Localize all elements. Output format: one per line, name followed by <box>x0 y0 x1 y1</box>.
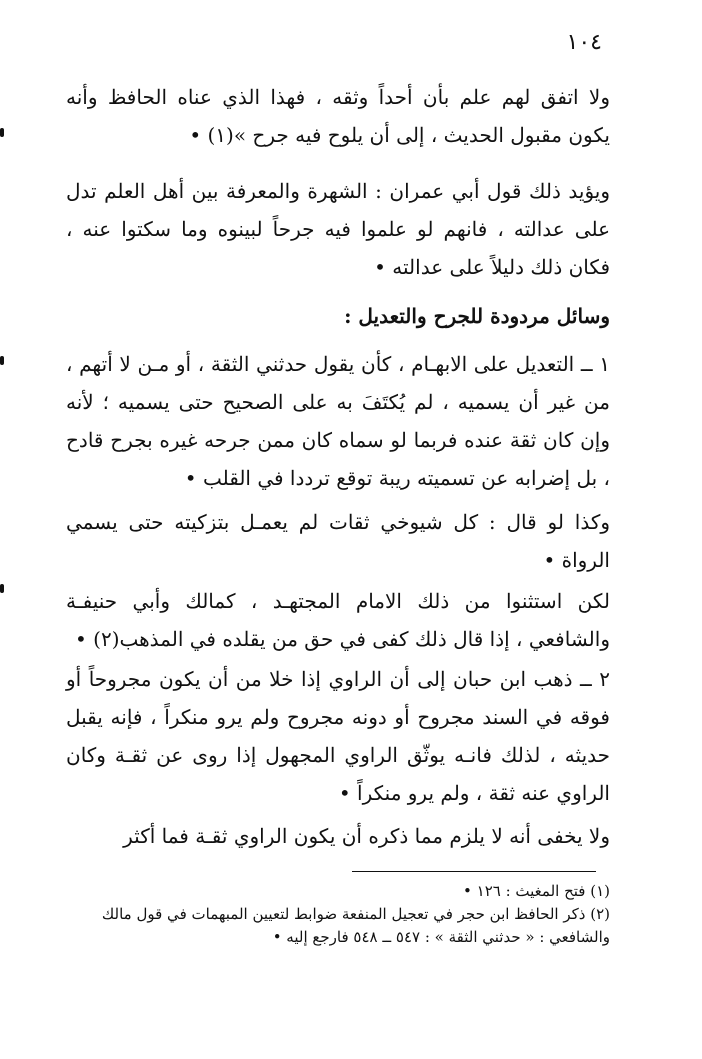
paragraph: ولا اتفق لهم علم بأن أحداً وثقه ، فهذا الذي عناه الحافظ وأنه يكون مقبول الحديث ، إلى أن يلوح فيه جرح »(١) • <box>66 85 610 147</box>
footnote: (٢) ذكر الحافظ ابن حجر في تعجيل المنفعة ضوابط لتعيين المبهمات في قول مالك والشافعي : « حدثني الثقة » : ٥٤٧ ــ ٥٤٨ فارجع إليه • <box>101 905 610 946</box>
section-heading: وسائل مردودة للجرح والتعديل : <box>344 304 610 328</box>
footnotes <box>62 880 610 949</box>
margin-mark <box>0 128 4 137</box>
paragraph: ١ ــ التعديل على الابهـام ، كأن يقول حدثني الثقة ، أو مـن لا أتهم ، من غير أن يسميه ، لم يُكتَفَ به على الصحيح حتى يسميه ؛ لأنه وإن كان ثقة عنده فربما لو سماه كان ممن جرحه غيره بجرح قادح ، بل إضرابه عن تسميته ريبة توقع ترددا في القلب • <box>66 352 610 490</box>
footnote-separator <box>352 871 596 872</box>
margin-mark <box>0 356 4 365</box>
page-number: ١٠٤ <box>566 30 602 55</box>
paragraph: ولا يخفى أنه لا يلزم مما ذكره أن يكون الراوي ثقـة فما أكثر <box>123 824 610 848</box>
margin-mark <box>0 584 4 593</box>
paragraph: وكذا لو قال : كل شيوخي ثقات لم يعمـل بتزكيته حتى يسمي الرواة • <box>66 510 610 572</box>
paragraph: ويؤيد ذلك قول أبي عمران : الشهرة والمعرفة بين أهل العلم تدل على عدالته ، فانهم لو علموا فيه جرحاً لبينوه وما سكتوا عنه ، فكان ذلك دليلاً على عدالته • <box>66 179 610 279</box>
footnote: (١) فتح المغيث : ١٢٦ • <box>463 882 610 900</box>
paragraph: لكن استثنوا من ذلك الامام المجتهـد ، كمالك وأبي حنيفـة والشافعي ، إذا قال ذلك كفى في حق من يقلده في المذهب(٢) • <box>66 589 610 651</box>
paragraph: ٢ ــ ذهب ابن حبان إلى أن الراوي إذا خلا من أن يكون مجروحاً أو فوقه في السند مجروح أو دونه مجروح ولم يرو منكراً ، فإنه يقبل حديثه ، لذلك فانـه يوثّق الراوي المجهول إذا روى عن ثقـة وكان الراوي عنه ثقة ، ولم يرو منكراً • <box>66 667 610 805</box>
